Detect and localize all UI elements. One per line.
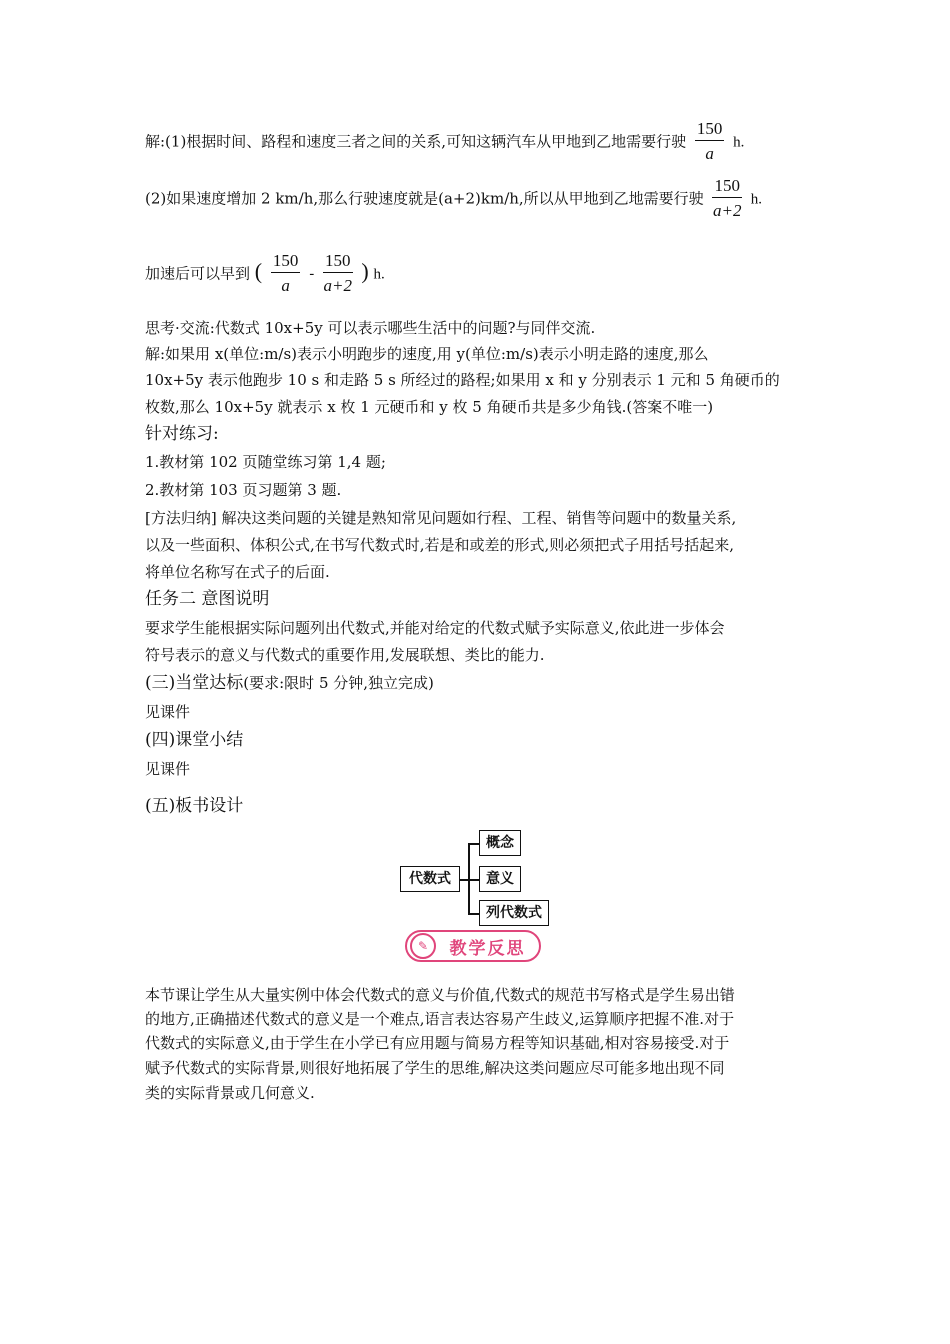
diagram-connector-vertical [468,843,470,913]
method-line-3: 将单位名称写在式子的后面. [145,563,330,581]
section-5-heading: (五)板书设计 [145,796,244,816]
reflection-icon: ✎ [410,933,436,959]
method-line-2: 以及一些面积、体积公式,在书写代数式时,若是和或差的形式,则必须把式子用括号括起来, [145,536,735,554]
teaching-reflection-badge: ✎ 教学反思 [405,930,541,962]
practice-item-2: 2.教材第 103 页习题第 3 题. [145,481,342,499]
fraction-150-over-a-plus-2-2: $\frac{150}{a+2}$ [323,251,353,295]
diagram-child-concept: 概念 [479,830,521,856]
task2-title: 任务二 意图说明 [145,589,270,609]
fraction-150-over-a-plus-2: $\frac{150}{a+2}$ [712,176,742,220]
practice-title: 针对练习: [145,424,219,444]
solution-line-2: (2)如果速度增加 2 km/h,那么行驶速度就是(a+2)km/h,所以从甲地到乙地需要行驶 $\frac{150}{a+2}$ h. [145,175,762,224]
think-answer-line-1: 解:如果用 x(单位:m/s)表示小明跑步的速度,用 y(单位:m/s)表示小明走路的速度,那么 [145,345,709,363]
method-line-1: [方法归纳] 解决这类问题的关键是熟知常见问题如行程、工程、销售等问题中的数量关系, [145,509,737,527]
practice-item-1: 1.教材第 102 页随堂练习第 1,4 题; [145,453,386,471]
section-3-body: 见课件 [145,703,191,721]
think-answer-line-3: 枚数,那么 10x+5y 就表示 x 枚 1 元硬币和 y 枚 5 角硬币共是多少角钱.(答案不唯一) [145,398,714,416]
reflection-line-2: 的地方,正确描述代数式的意义是一个难点,语言表达容易产生歧义,运算顺序把握不准.对于 [145,1010,735,1028]
task2-line-1: 要求学生能根据实际问题列出代数式,并能对给定的代数式赋予实际意义,依此进一步体会 [145,619,725,637]
reflection-line-1: 本节课让学生从大量实例中体会代数式的意义与价值,代数式的规范书写格式是学生易出错 [145,986,735,1004]
section-3-heading: (三)当堂达标(要求:限时 5 分钟,独立完成) [145,673,434,693]
solution-line-3: 加速后可以早到 ( $\frac{150}{a}$ - $\frac{150}{a+2}$ ) h. [145,250,385,299]
section-4-body: 见课件 [145,760,191,778]
task2-line-2: 符号表示的意义与代数式的重要作用,发展联想、类比的能力. [145,646,545,664]
diagram-child-list: 列代数式 [479,900,549,926]
section-4-heading: (四)课堂小结 [145,730,244,750]
think-answer-line-2: 10x+5y 表示他跑步 10 s 和走路 5 s 所经过的路程;如果用 x 和 y 分别表示 1 元和 5 角硬币的 [145,371,780,389]
fraction-150-over-a-2: $\frac{150}{a}$ [272,251,299,295]
diagram-root: 代数式 [400,866,460,892]
fraction-150-over-a: $\frac{150}{a}$ [696,119,723,163]
think-question: 思考·交流:代数式 10x+5y 可以表示哪些生活中的问题?与同伴交流. [145,319,596,337]
solution-line-1: 解:(1)根据时间、路程和速度三者之间的关系,可知这辆汽车从甲地到乙地需要行驶 $\frac{150}{a}$ h. [145,118,744,167]
reflection-line-3: 代数式的实际意义,由于学生在小学已有应用题与简易方程等知识基础,相对容易接受.对于 [145,1034,730,1052]
reflection-line-4: 赋予代数式的实际背景,则很好地拓展了学生的思维,解决这类问题应尽可能多地出现不同 [145,1059,725,1077]
reflection-line-5: 类的实际背景或几何意义. [145,1084,315,1102]
diagram-child-meaning: 意义 [479,866,521,892]
